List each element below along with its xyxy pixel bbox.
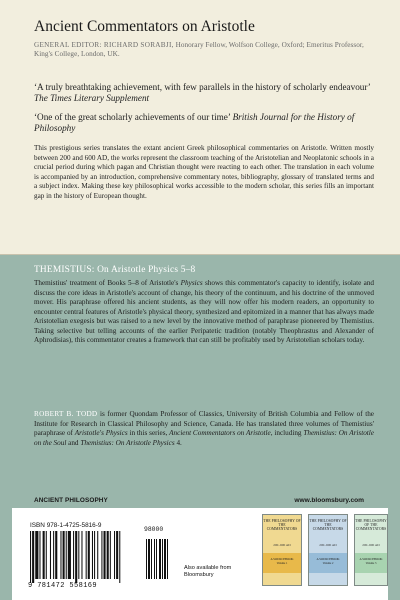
- barcode-bar: [66, 531, 67, 579]
- barcode-bar: [107, 531, 109, 579]
- barcode-image: [28, 531, 178, 587]
- barcode-addon-bar: [167, 539, 168, 579]
- desc-text: shows this commentator's capacity to identify, isolate and discuss the core ideas in Aristotle's account of change, his theory of the continuum, and his doctrine of the unmoved mover. His paraphrase offered his ancient students, as they will now offer his modern readers, an opportunity to encounter central features of Aristotle's physical theory, synthesized and epitomized in a manner that has always made Aristotelian exegesis but was raised to a new level by the innovative method of paraphrase pioneered by Themistius. Taking selective but telling accounts of the earlier Peripatetic tradition (notably Theophrastus and Alexander of Aphrodisias), this commentator creates a framework that can still be profitably used by Aristotelian scholars today.: [34, 279, 375, 344]
- author-bio: [34, 410, 374, 448]
- barcode-bar: [101, 531, 102, 579]
- barcode-bar: [86, 531, 87, 579]
- related-book-subtitle: Volume 3: [365, 562, 377, 565]
- barcode-bar: [60, 531, 61, 579]
- barcode-bar: [30, 531, 31, 583]
- barcode-bar: [119, 531, 120, 583]
- barcode-bar: [75, 531, 77, 583]
- bio-text: in this series,: [127, 429, 170, 437]
- series-title: Ancient Commentators on Aristotle: [34, 18, 255, 35]
- barcode-bar: [114, 531, 115, 579]
- editor-label: GENERAL EDITOR: RICHARD SORABJI,: [34, 41, 174, 49]
- barcode-addon-bar: [148, 539, 150, 579]
- related-book-dates: 200–600 AD: [273, 543, 291, 547]
- barcode-number: 9 781472 558169: [28, 582, 98, 590]
- related-book-title: THE PHILOSOPHY OF THE COMMENTATORS: [355, 519, 387, 532]
- barcode-bar: [94, 531, 95, 579]
- barcode-bar: [97, 531, 98, 579]
- editor-details: Honorary Fellow, Wolfson College, Oxford; Emeritus Professor, King's College, London, UK.: [34, 41, 364, 59]
- also-available-label: Also available from Bloomsbury: [184, 565, 232, 578]
- isbn-label: ISBN 978-1-4725-5816-9: [30, 522, 102, 529]
- related-book-author: A SOURCEBOOK: [359, 557, 383, 561]
- barcode-addon-bar: [154, 539, 155, 579]
- quote-text: ‘One of the great scholarly achievements of our time’: [34, 112, 231, 122]
- desc-italic: Physics: [180, 279, 203, 287]
- related-book-dates: 200–600 AD: [319, 543, 337, 547]
- barcode-addon-bar: [164, 539, 166, 579]
- bio-italic: Themistius: On Aristotle on the Soul: [34, 429, 374, 447]
- general-editor-line: [34, 41, 374, 60]
- related-book-subtitle: Volume 1: [276, 562, 288, 565]
- barcode-bar: [53, 531, 54, 579]
- review-quote-1: [34, 82, 374, 105]
- related-book-cover: [308, 514, 348, 586]
- bio-italic: Ancient Commentators on Aristotle: [169, 429, 271, 437]
- barcode-bar: [92, 531, 93, 579]
- related-book-subtitle: Volume 2: [322, 562, 334, 565]
- barcode-bar: [68, 531, 71, 579]
- related-book-cover: [262, 514, 302, 586]
- barcode-bar: [116, 531, 118, 579]
- barcode-bar: [73, 531, 74, 579]
- barcode-addon-bar: [146, 539, 147, 579]
- related-book-title: THE PHILOSOPHY OF THE COMMENTATORS: [309, 519, 347, 532]
- barcode-addon-number: 98000: [144, 526, 164, 533]
- book-title: THEMISTIUS: On Aristotle Physics 5–8: [34, 265, 196, 275]
- bio-text: 4.: [174, 438, 182, 447]
- quote-source: British Journal for the History of Philosophy: [34, 112, 355, 134]
- barcode-bar: [35, 531, 38, 579]
- related-book-author: A SOURCEBOOK: [316, 557, 340, 561]
- category-label: ANCIENT PHILOSOPHY: [34, 497, 108, 504]
- related-book-title: THE PHILOSOPHY OF THE COMMENTATORS: [263, 519, 301, 532]
- barcode-addon-bar: [156, 539, 157, 579]
- barcode-addon-bar: [159, 539, 161, 579]
- quote-source: The Times Literary Supplement: [34, 93, 150, 104]
- desc-text: Themistius' treatment of Books 5–8 of Aristotle's: [34, 279, 181, 287]
- series-description: This prestigious series translates the extant ancient Greek philosophical commentaries on Aristotle. Written mostly between 200 and 600 AD, the works represent the classroom teaching of the Aristotelian and Neoplatonic schools in a crucial period during which pagan and Christian thought were reacting to each other. The translation in each volume is accompanied by an introduction, comprehensive commentary notes, bibliography, glossary of translated terms and a subject index. Making these key philosophical works accessible to the modern scholar, this series fills an important gap in the history of European thought.: [34, 144, 374, 200]
- barcode-bar: [78, 531, 79, 579]
- related-book-cover: [354, 514, 388, 586]
- bio-text: , including: [270, 429, 304, 437]
- bio-text: is former Quondam Professor of Classics, University of British Columbia and Fellow of the Institute for Research in Classical Philosophy and Science, Canada. He has translated three volumes of Themistius' paraphrase of: [34, 410, 374, 437]
- barcode-bar: [110, 531, 111, 579]
- related-book-dates: 200–600 AD: [362, 543, 380, 547]
- publisher-url: www.bloomsbury.com: [294, 497, 364, 504]
- review-quote-2: [34, 112, 374, 135]
- barcode-bar: [55, 531, 57, 579]
- barcode-bar: [63, 531, 65, 579]
- book-description: [34, 279, 374, 346]
- quote-text: ‘A truly breathtaking achievement, with few parallels in the history of scholarly endeavour’: [34, 82, 371, 92]
- barcode-addon-bar: [151, 539, 152, 579]
- barcode-bar: [43, 531, 45, 579]
- barcode-bar: [46, 531, 47, 579]
- bio-italic: Themistius: On Aristotle Physics: [80, 438, 175, 447]
- related-book-author: A SOURCEBOOK: [270, 557, 294, 561]
- barcode-addon-bar: [162, 539, 163, 579]
- author-name: ROBERT B. TODD: [34, 410, 98, 418]
- bio-text: and: [66, 438, 81, 447]
- barcode-bar: [104, 531, 106, 579]
- barcode-bar: [39, 531, 40, 579]
- barcode-bar: [32, 531, 34, 583]
- barcode-bar: [81, 531, 82, 579]
- barcode-bar: [88, 531, 90, 579]
- barcode-bar: [50, 531, 51, 579]
- bio-italic: Aristotle's Physics: [74, 429, 128, 437]
